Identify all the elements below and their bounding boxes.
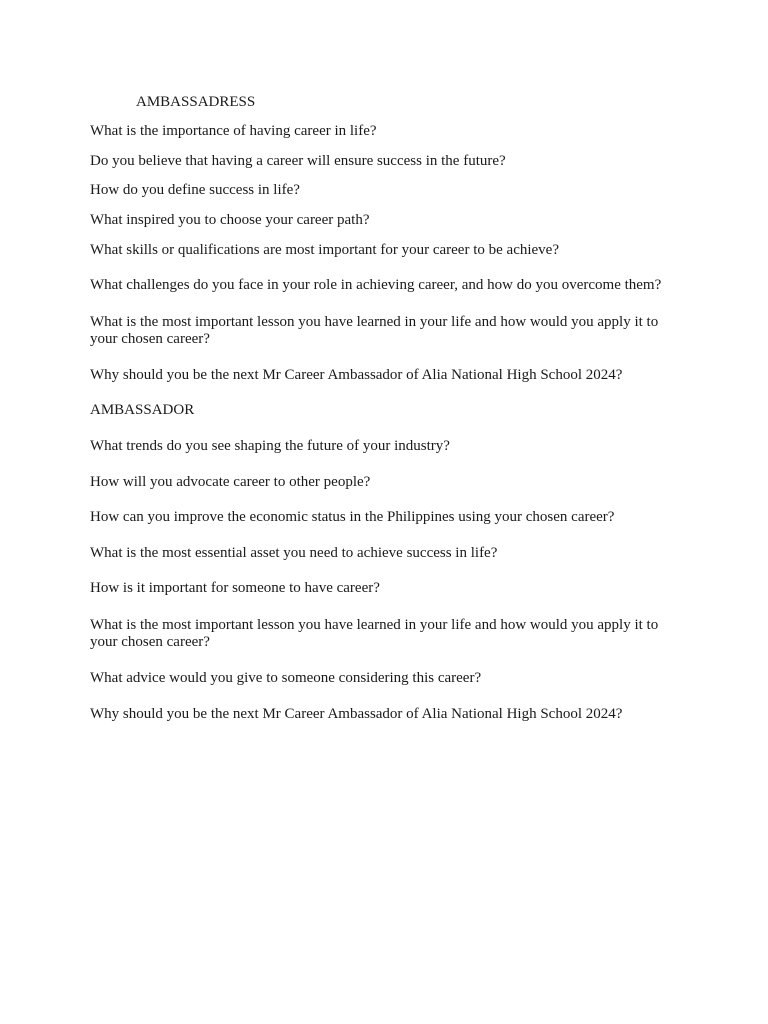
question-item: What is the most important lesson you have learned in your life and how would you apply it to your chosen career?	[90, 314, 659, 347]
question-item: Why should you be the next Mr Career Ambassador of Alia National High School 2024?	[90, 706, 623, 722]
question-item: What trends do you see shaping the future of your industry?	[90, 438, 450, 454]
question-item: How can you improve the economic status in the Philippines using your chosen career?	[90, 509, 615, 525]
question-item: How do you define success in life?	[90, 182, 300, 198]
section-heading-ambassador: AMBASSADOR	[90, 402, 195, 418]
question-item: How will you advocate career to other people?	[90, 474, 371, 490]
question-item: How is it important for someone to have career?	[90, 580, 380, 596]
question-item: What is the most important lesson you have learned in your life and how would you apply it to your chosen career?	[90, 617, 659, 650]
question-item: Do you believe that having a career will ensure success in the future?	[90, 153, 506, 169]
question-item: What inspired you to choose your career path?	[90, 212, 370, 228]
question-item: What is the importance of having career in life?	[90, 123, 377, 139]
question-item: What is the most essential asset you need to achieve success in life?	[90, 545, 498, 561]
question-item: What challenges do you face in your role in achieving career, and how do you overcome them?	[90, 277, 662, 293]
section-heading-ambassadress: AMBASSADRESS	[136, 94, 256, 110]
question-item: What skills or qualifications are most important for your career to be achieve?	[90, 242, 559, 258]
question-item: What advice would you give to someone considering this career?	[90, 670, 482, 686]
question-item: Why should you be the next Mr Career Ambassador of Alia National High School 2024?	[90, 367, 623, 383]
